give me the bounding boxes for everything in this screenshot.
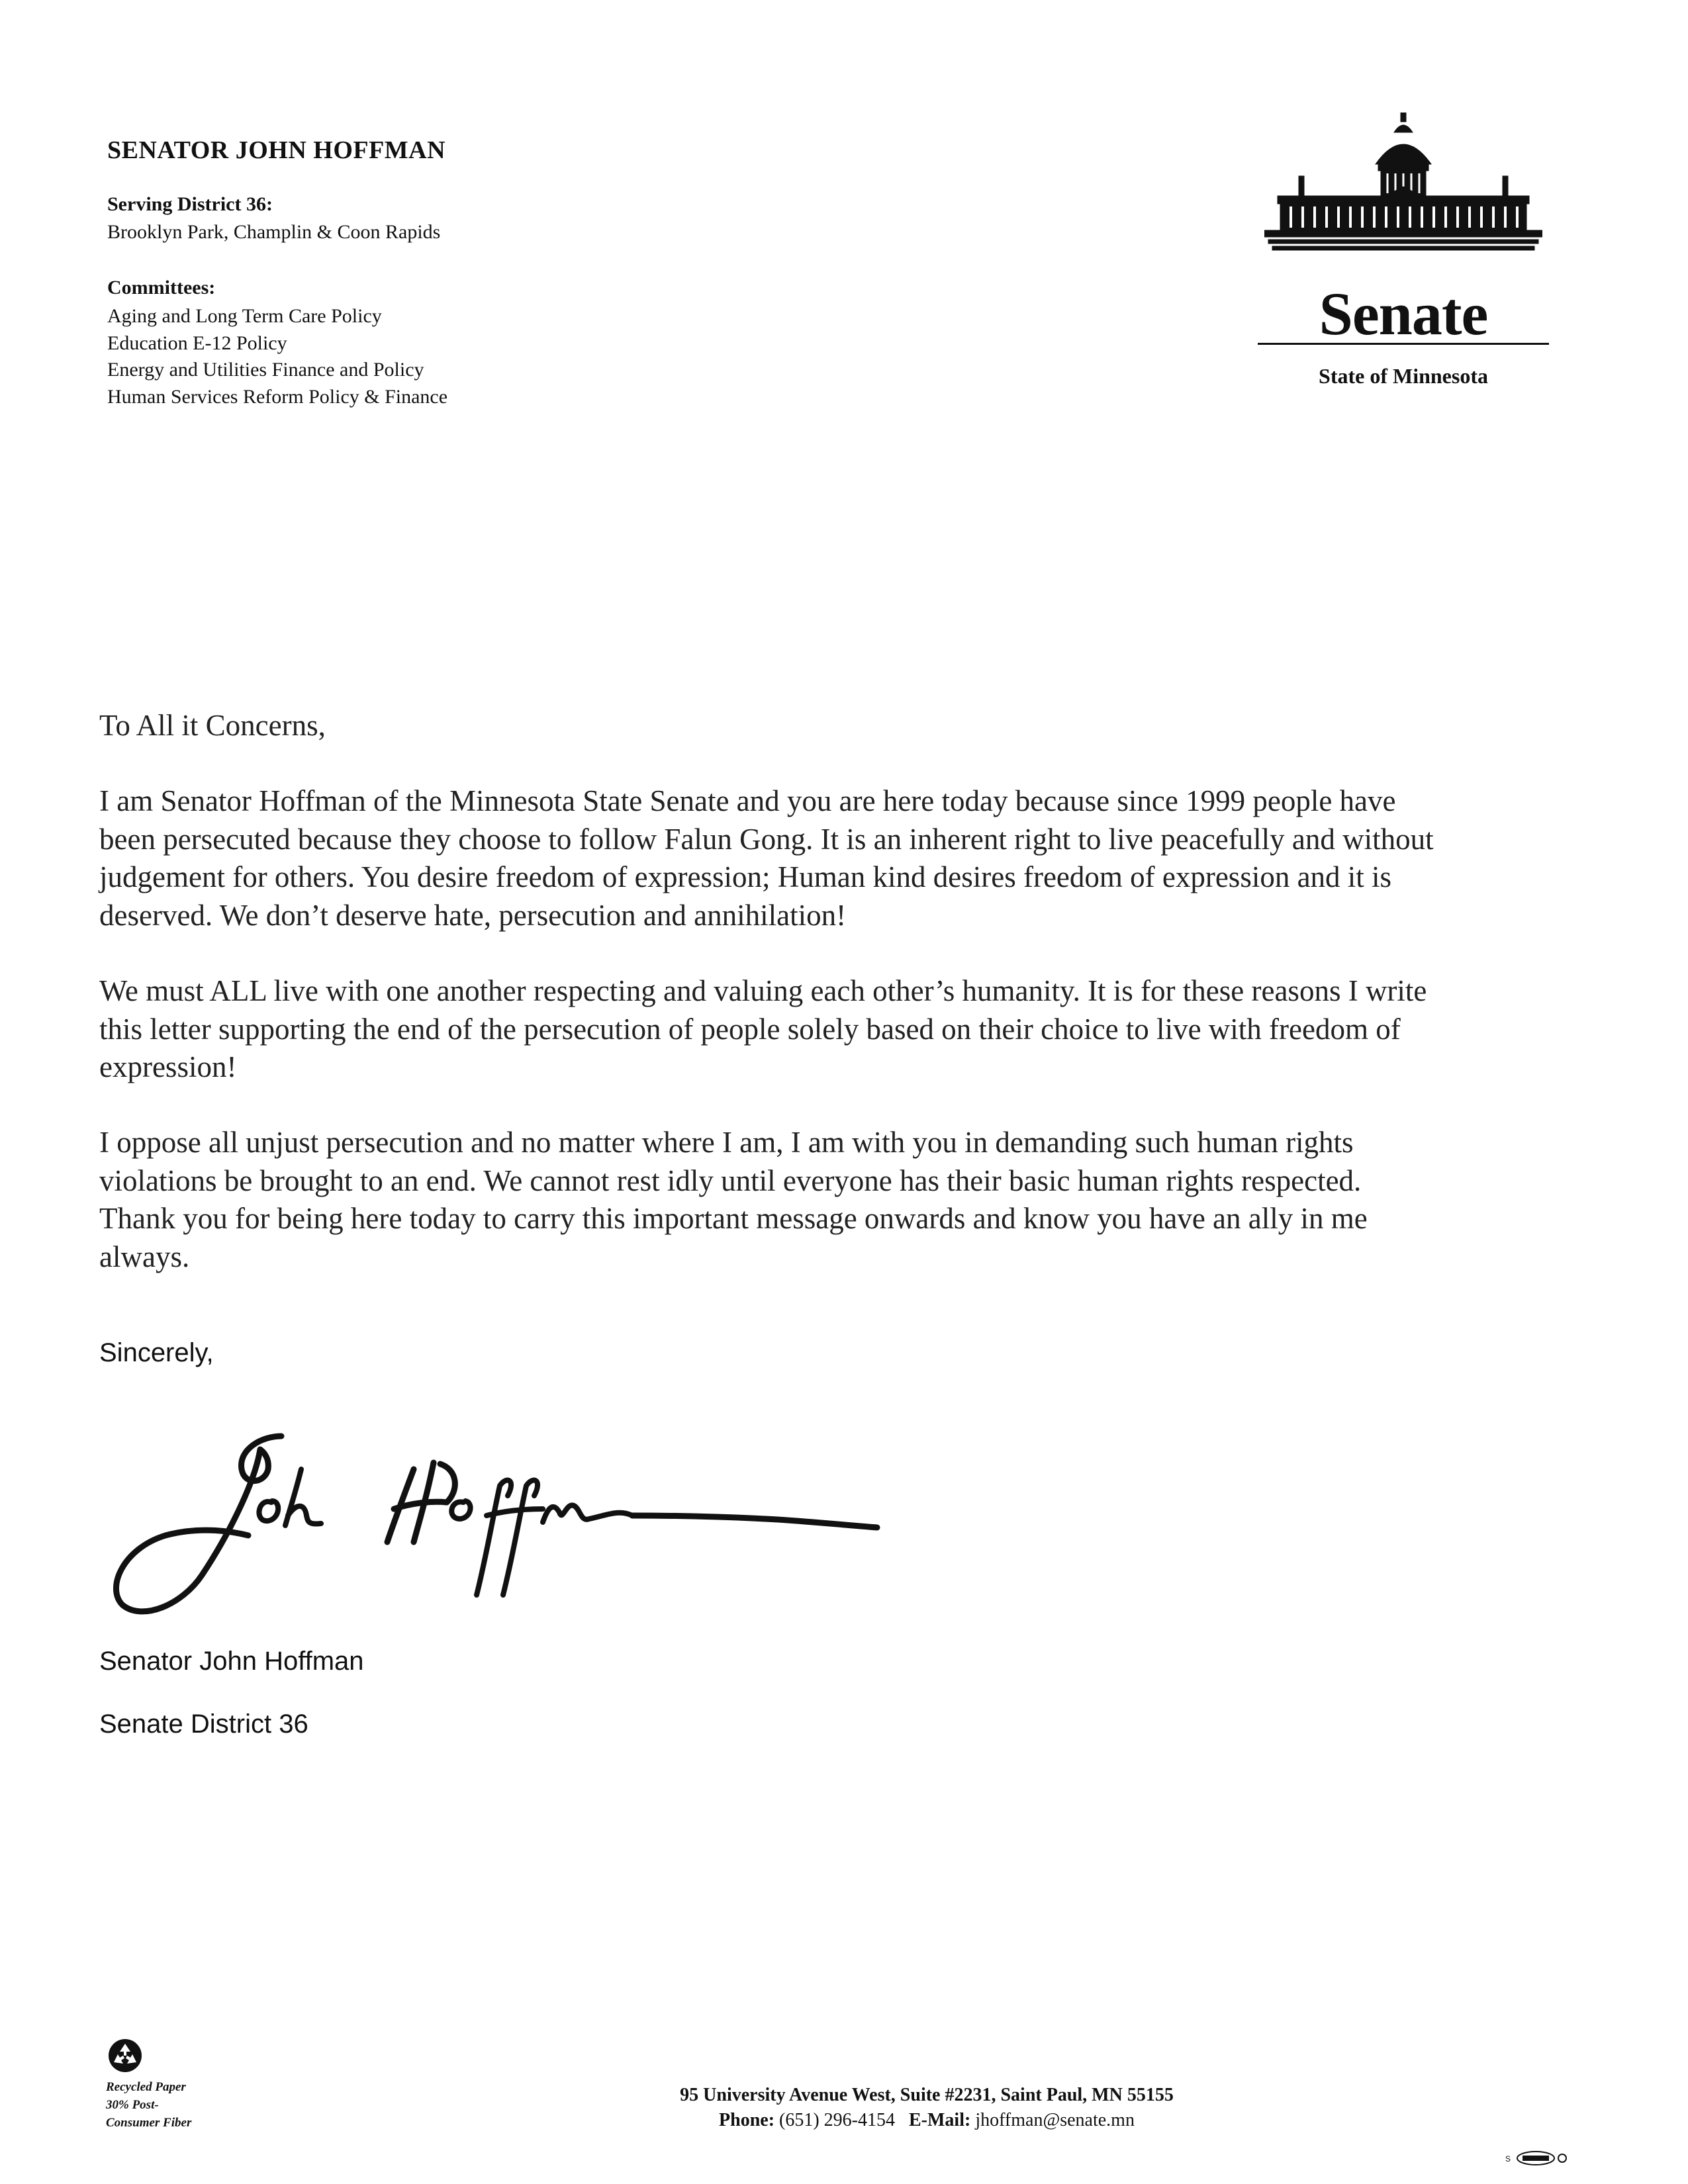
text-line: I oppose all unjust persecution and no matter where I am, I am with you in demanding such human rights	[99, 1126, 1354, 1159]
text-line: deserved. We don’t deserve hate, persecution and annihilation!	[99, 898, 847, 932]
committee-item: Education E-12 Policy	[107, 332, 287, 354]
committee-item: Aging and Long Term Care Policy	[107, 305, 382, 327]
text-line: judgement for others. You desire freedom of expression; Human kind desires freedom of expression and it is	[99, 860, 1392, 893]
svg-text:S: S	[1505, 2154, 1511, 2163]
committee-item: Energy and Utilities Finance and Policy	[107, 359, 424, 381]
recycle-note-line: Consumer Fiber	[106, 2116, 192, 2130]
sender-name: SENATOR JOHN HOFFMAN	[107, 136, 446, 164]
committee-item: Human Services Reform Policy & Finance	[107, 385, 448, 408]
text-line: been persecuted because they choose to follow Falun Gong. It is an inherent right to live peacefully and without	[99, 822, 1434, 856]
paragraph-2	[99, 972, 1609, 1087]
recycle-icon	[106, 2038, 144, 2073]
text-line: always.	[99, 1240, 190, 1273]
recycle-note-line: Recycled Paper	[106, 2080, 186, 2094]
email-address: jhoffman@senate.mn	[975, 2110, 1135, 2130]
text-line: this letter supporting the end of the persecution of people solely based on their choice to live with freedom of	[99, 1012, 1401, 1046]
text-line: I am Senator Hoffman of the Minnesota State Senate and you are here today because since 1999 people have	[99, 784, 1396, 817]
text-line: We must ALL live with one another respecting and valuing each other’s humanity. It is for these reasons I write	[99, 974, 1427, 1007]
signer-district: Senate District 36	[99, 1709, 308, 1739]
handwritten-signature	[103, 1423, 884, 1621]
signer-name: Senator John Hoffman	[99, 1647, 364, 1676]
text-line: expression!	[99, 1050, 237, 1083]
district-towns: Brooklyn Park, Champlin & Coon Rapids	[107, 221, 441, 243]
divider	[1258, 343, 1549, 345]
salutation: To All it Concerns,	[99, 709, 326, 742]
union-label-icon	[1503, 2150, 1569, 2167]
district-label: Serving District 36:	[107, 193, 273, 215]
committees-label: Committees:	[107, 277, 216, 298]
closing: Sincerely,	[99, 1338, 214, 1367]
state-name: State of Minnesota	[1319, 364, 1488, 388]
capitol-building-icon	[1264, 113, 1542, 255]
office-address: 95 University Avenue West, Suite #2231, Saint Paul, MN 55155	[680, 2085, 1174, 2105]
text-line: Thank you for being here today to carry this important message onwards and know you have an ally in me	[99, 1202, 1368, 1235]
paragraph-3	[99, 1124, 1609, 1276]
recycle-note	[106, 2078, 191, 2132]
phone-label: Phone:	[719, 2110, 775, 2130]
contact-info	[463, 2110, 1390, 2131]
phone-number: (651) 296-4154	[779, 2110, 895, 2130]
paragraph-1	[99, 782, 1609, 934]
chamber-title: Senate	[1319, 280, 1488, 347]
text-line: violations be brought to an end. We cannot rest idly until everyone has their basic human rights respected.	[99, 1163, 1362, 1197]
email-label: E-Mail:	[909, 2110, 971, 2130]
recycle-note-line: 30% Post-	[106, 2098, 159, 2112]
committees-list	[107, 303, 447, 410]
